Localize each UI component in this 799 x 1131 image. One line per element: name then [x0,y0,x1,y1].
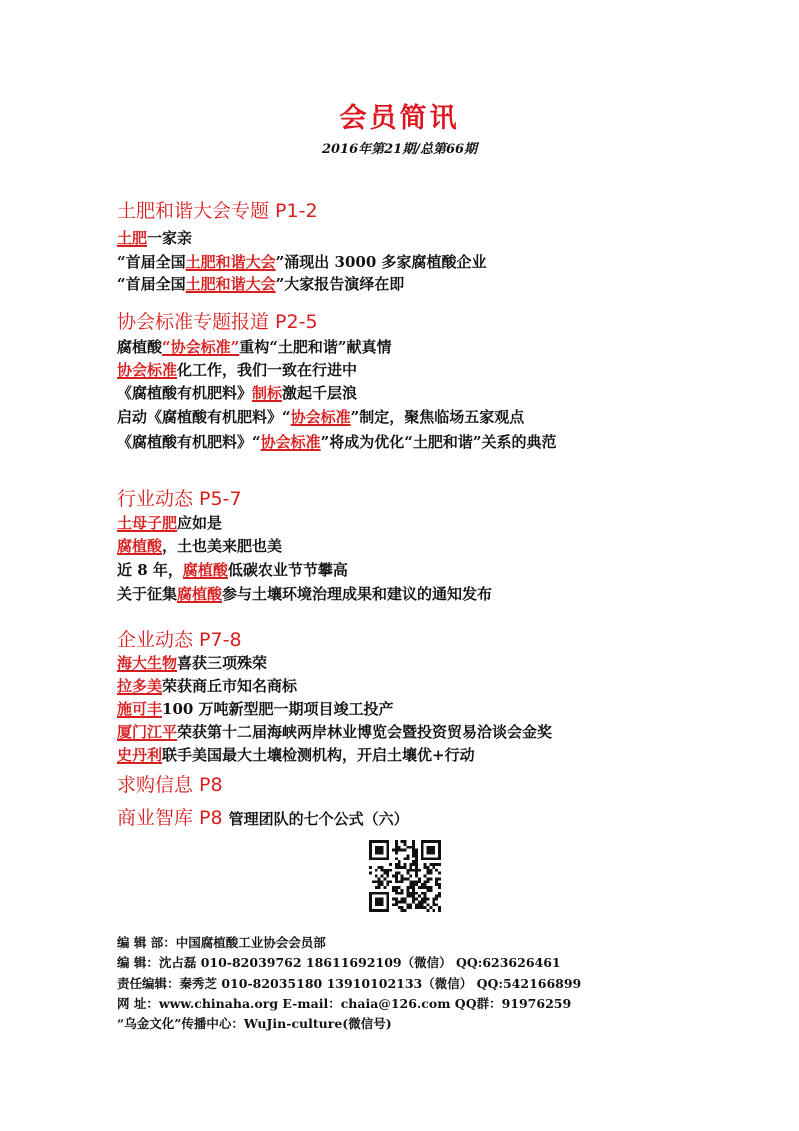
headline-text: “首届全国 [117,275,186,293]
highlight-keyword: 协会标准 [290,408,351,426]
headline-text: 激起千层浪 [282,384,358,402]
highlight-keyword: 腐植酸 [182,561,228,579]
highlight-keyword: 协会标准 [117,361,178,379]
section-heading [117,196,318,223]
highlight-keyword: 土母子肥 [117,514,178,532]
section-title: 求购信息 P8 [117,774,223,796]
headline-text: 荣获商丘市知名商标 [162,677,298,695]
headline-text: 100 万吨新型肥一期项目竣工投产 [162,700,394,718]
footer-line: 编 辑 部：中国腐植酸工业协会会员部 [117,935,326,950]
section-heading [117,803,409,830]
headline-item[interactable] [117,273,404,294]
headline-item[interactable] [117,559,348,580]
headline-text: 化工作，我们一致在行进中 [177,361,358,379]
highlight-keyword: 土肥和谐大会 [185,253,276,271]
headline-item[interactable] [117,675,297,696]
highlight-keyword: 制标 [252,384,283,402]
highlight-keyword: 腐植酸 [117,537,163,555]
highlight-keyword: 史丹利 [117,746,163,764]
headline-text: 联手美国最大土壤检测机构，开启土壤优+行动 [162,746,475,764]
highlight-keyword: 厦门江平 [117,723,178,741]
footer-line: 网 址：www.chinaha.org E-mail：chaia@126.com QQ群：91976259 [117,996,572,1011]
headline-item[interactable] [117,583,492,604]
highlight-keyword: 协会标准 [260,433,321,451]
headline-text: 喜获三项殊荣 [177,654,268,672]
headline-item[interactable] [117,744,475,765]
section-heading [117,484,242,511]
newsletter-title: 会员简讯 [339,103,460,134]
section-heading [117,307,318,334]
headline-text: 近 8 年， [117,561,183,579]
headline-text: “首届全国 [117,253,186,271]
headline-item[interactable] [117,721,552,742]
headline-text: 荣获第十二届海峡两岸林业博览会暨投资贸易洽谈会金奖 [177,723,553,741]
headline-text: ”大家报告演绎在即 [275,275,405,293]
headline-text: 参与土壤环境治理成果和建议的通知发布 [222,585,493,603]
headline-text: ”将成为优化“土肥和谐”关系的典范 [320,433,557,451]
headline-text: 启动《腐植酸有机肥料》“ [117,408,291,426]
headline-item[interactable] [117,251,486,272]
section-title: 土肥和谐大会专题 P1-2 [117,200,318,222]
section-heading [117,625,242,652]
headline-item[interactable] [117,512,222,533]
highlight-keyword: 施可丰 [117,700,163,718]
section-extra-headline[interactable]: 管理团队的七个公式（六） [228,810,409,828]
headline-text: 一家亲 [147,229,193,247]
headline-item[interactable] [117,431,557,452]
highlight-keyword: 土肥 [117,229,148,247]
section-title: 商业智库 P8 [117,807,223,829]
headline-item[interactable] [117,227,192,248]
issue-number: 2016年第21期/总第66期 [321,142,478,157]
headline-text: 关于征集 [117,585,178,603]
headline-item[interactable] [117,535,282,556]
footer-line: 责任编辑：秦秀芝 010-82035180 13910102133（微信） QQ:542166899 [117,976,582,991]
headline-item[interactable] [117,336,392,357]
section-title: 行业动态 P5-7 [117,488,242,510]
qr-code [369,840,441,912]
headline-text: 腐植酸 [117,338,163,356]
headline-text: ”涌现出 3000 多家腐植酸企业 [275,253,487,271]
highlight-keyword: 腐植酸 [177,585,223,603]
footer-line: 编 辑：沈占磊 010-82039762 18611692109（微信） QQ:623626461 [117,955,561,970]
headline-text: 《腐植酸有机肥料》 [117,384,253,402]
section-title: 协会标准专题报道 P2-5 [117,311,318,333]
headline-text: 低碳农业节节攀高 [227,561,348,579]
highlight-keyword: 土肥和谐大会 [185,275,276,293]
section-title: 企业动态 P7-8 [117,629,242,651]
highlight-keyword: 拉多美 [117,677,163,695]
headline-text: 《腐植酸有机肥料》“ [117,433,261,451]
headline-text: ，土也美来肥也美 [162,537,283,555]
section-heading [117,770,223,797]
highlight-keyword: 海大生物 [117,654,178,672]
headline-text: 重构“土肥和谐”献真情 [239,338,392,356]
footer-line: “乌金文化”传播中心：WuJin-culture(微信号) [117,1016,392,1031]
headline-item[interactable] [117,406,524,427]
headline-item[interactable] [117,382,357,403]
highlight-keyword: “协会标准” [162,338,240,356]
headline-item[interactable] [117,359,357,380]
headline-text: 应如是 [177,514,223,532]
headline-item[interactable] [117,698,394,719]
headline-item[interactable] [117,652,267,673]
headline-text: ”制定，聚焦临场五家观点 [350,408,525,426]
